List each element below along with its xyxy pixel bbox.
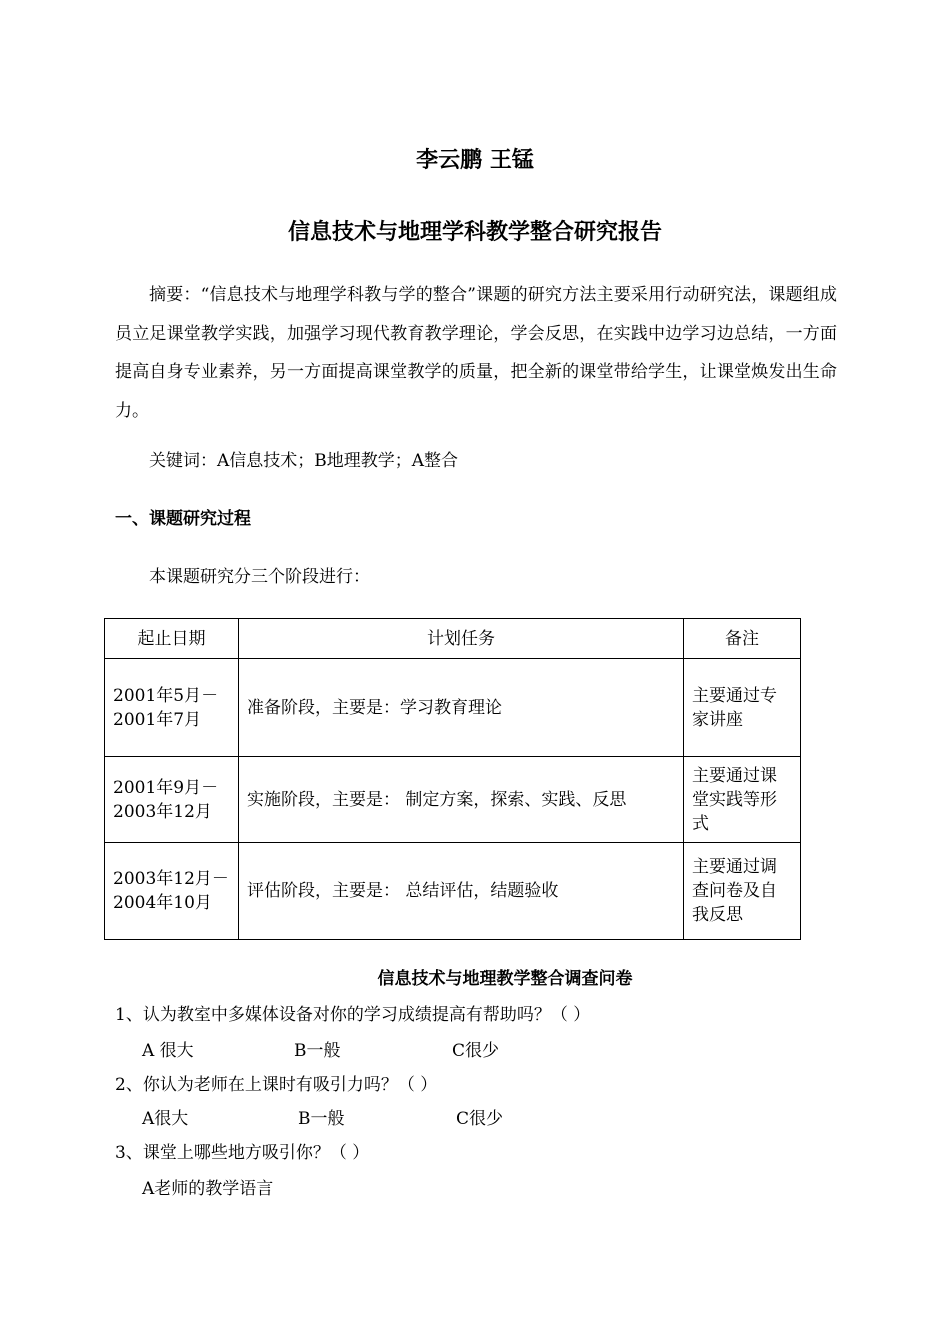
table-row [105,659,801,757]
q3-option-a: A老师的教学语言 [142,1179,274,1199]
intro-text: 本课题研究分三个阶段进行： [149,567,370,587]
q2-option-c: C很少 [456,1109,504,1129]
row-note: 主要通过专家讲座 [684,659,801,757]
row-note: 主要通过调查问卷及自我反思 [684,843,801,940]
q2-option-a: A很大 [142,1109,189,1129]
row-date: 2001年9月－2003年12月 [105,757,239,843]
section-heading-1: 一、课题研究过程 [115,509,251,529]
q1-option-a: A 很大 [142,1041,194,1061]
header-date: 起止日期 [105,619,239,659]
question-2: 2、你认为老师在上课时有吸引力吗？（ ） [115,1075,438,1095]
table-header-row [105,619,801,659]
row-task: 准备阶段，主要是：学习教育理论 [239,659,684,757]
header-note: 备注 [684,619,801,659]
question-1: 1、认为教室中多媒体设备对你的学习成绩提高有帮助吗？（ ） [115,1005,591,1025]
row-task: 实施阶段，主要是： 制定方案，探索、实践、反思 [239,757,684,843]
q1-option-b: B一般 [294,1041,341,1061]
table-row [105,843,801,940]
question-3: 3、课堂上哪些地方吸引你？（ ） [115,1143,370,1163]
row-date: 2003年12月－2004年10月 [105,843,239,940]
report-title: 信息技术与地理学科教学整合研究报告 [287,220,662,245]
q1-option-c: C很少 [452,1041,500,1061]
authors: 李云鹏 王锰 [416,148,534,173]
survey-title: 信息技术与地理教学整合调查问卷 [377,969,633,989]
row-date: 2001年5月－2001年7月 [105,659,239,757]
row-task: 评估阶段，主要是： 总结评估，结题验收 [239,843,684,940]
abstract: 摘要：“信息技术与地理学科教与学的整合”课题的研究方法主要采用行动研究法，课题组成员立足课堂教学实践，加强学习现代教育教学理论，学会反思，在实践中边学习边总结，一方面提高自身专业素养，另一方面提高课堂教学的质量，把全新的课堂带给学生，让课堂焕发出生命力。 [115,285,837,421]
q2-option-b: B一般 [298,1109,345,1129]
keywords: 关键词：A信息技术；B地理教学；A整合 [149,451,459,471]
stage-table [104,618,801,940]
header-task: 计划任务 [239,619,684,659]
row-note: 主要通过课堂实践等形式 [684,757,801,843]
table-row [105,757,801,843]
